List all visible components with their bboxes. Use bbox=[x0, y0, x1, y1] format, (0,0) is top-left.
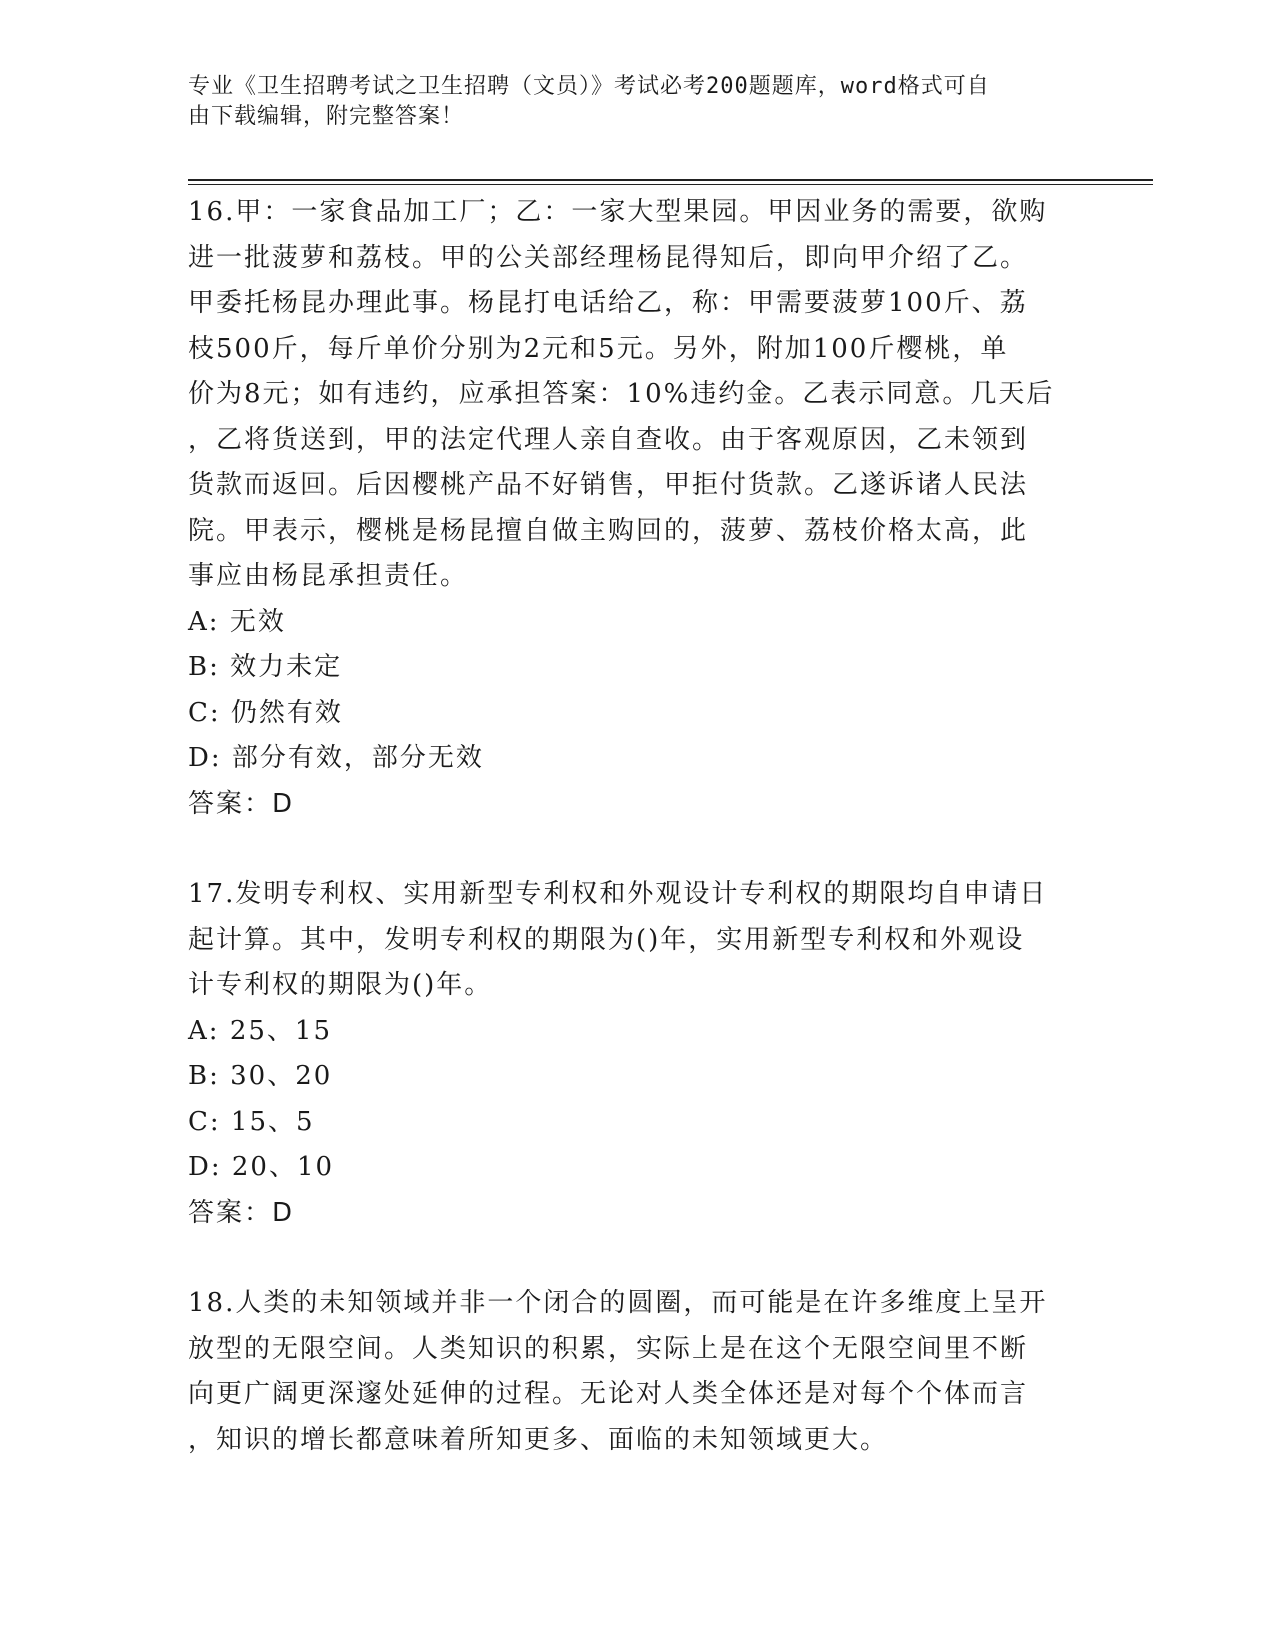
option-c bbox=[188, 1100, 1088, 1146]
question-stem-line: 17.发明专利权、实用新型专利权和外观设计专利权的期限均自申请日 bbox=[188, 879, 1048, 909]
option-key: A: bbox=[188, 606, 220, 637]
question-stem-line: 价为8元；如有违约，应承担答案：10%违约金。乙表示同意。几天后 bbox=[188, 379, 1055, 409]
question-stem-line: 货款而返回。后因樱桃产品不好销售，甲拒付货款。乙遂诉诸人民法 bbox=[188, 470, 1029, 500]
option-text: 20、10 bbox=[231, 1152, 335, 1182]
question-list bbox=[188, 190, 1088, 1463]
header-divider-thick bbox=[188, 179, 1153, 181]
question-stem-line: ，乙将货送到，甲的法定代理人亲自查收。由于客观原因，乙未领到 bbox=[188, 424, 1029, 455]
question-stem-line: 16.甲：一家食品加工厂；乙：一家大型果园。甲因业务的需要，欲购 bbox=[188, 197, 1048, 227]
header-line: 专业《卫生招聘考试之卫生招聘（文员）》考试必考200题题库，word格式可自 bbox=[188, 74, 990, 99]
question-stem-line: 放型的无限空间。人类知识的积累，实际上是在这个无限空间里不断 bbox=[188, 1333, 1029, 1364]
question-stem-line: 18.人类的未知领域并非一个闭合的圆圈，而可能是在许多维度上呈开 bbox=[188, 1288, 1048, 1318]
option-b bbox=[188, 1054, 1088, 1100]
question-stem-line: 院。甲表示，樱桃是杨昆擅自做主购回的，菠萝、荔枝价格太高，此 bbox=[188, 515, 1029, 546]
question-stem-line: 枝500斤，每斤单价分别为2元和5元。另外，附加100斤樱桃，单 bbox=[188, 333, 1009, 364]
option-text: 无效 bbox=[229, 606, 286, 637]
answer-line: 答案：D bbox=[188, 1197, 295, 1228]
option-d bbox=[188, 736, 1088, 782]
option-key: B: bbox=[188, 652, 220, 682]
question-stem-line: 计专利权的期限为()年。 bbox=[188, 970, 493, 1000]
option-a bbox=[188, 1009, 1088, 1055]
question-17 bbox=[188, 872, 1088, 1236]
answer-line: 答案：D bbox=[188, 788, 295, 819]
question-16 bbox=[188, 190, 1088, 827]
question-stem-line: ，知识的增长都意味着所知更多、面临的未知领域更大。 bbox=[188, 1424, 889, 1455]
question-spacer bbox=[188, 1236, 1088, 1281]
option-b bbox=[188, 645, 1088, 691]
option-text: 25、15 bbox=[229, 1015, 332, 1046]
option-key: C: bbox=[188, 697, 221, 728]
document-header bbox=[188, 72, 1068, 132]
question-stem-line: 进一批菠萝和荔枝。甲的公关部经理杨昆得知后，即向甲介绍了乙。 bbox=[188, 242, 1029, 273]
question-stem-line: 甲委托杨昆办理此事。杨昆打电话给乙，称：甲需要菠萝100斤、荔 bbox=[188, 288, 1028, 318]
question-stem-line: 事应由杨昆承担责任。 bbox=[188, 561, 469, 591]
option-text: 30、20 bbox=[230, 1061, 333, 1091]
option-text: 效力未定 bbox=[230, 652, 343, 682]
option-d bbox=[188, 1145, 1088, 1191]
option-key: D: bbox=[188, 1152, 222, 1182]
header-line: 由下载编辑，附完整答案！ bbox=[188, 104, 465, 129]
option-key: B: bbox=[188, 1061, 220, 1091]
header-divider-thin bbox=[188, 184, 1153, 185]
option-text: 仍然有效 bbox=[230, 697, 343, 728]
option-key: A: bbox=[188, 1015, 220, 1046]
option-c bbox=[188, 691, 1088, 737]
option-text: 15、5 bbox=[230, 1106, 315, 1137]
question-18 bbox=[188, 1281, 1088, 1463]
question-stem-line: 起计算。其中，发明专利权的期限为()年，实用新型专利权和外观设 bbox=[188, 924, 1025, 955]
option-key: D: bbox=[188, 743, 222, 773]
option-text: 部分有效，部分无效 bbox=[231, 743, 484, 773]
question-stem-line: 向更广阔更深邃处延伸的过程。无论对人类全体还是对每个个体而言 bbox=[188, 1379, 1029, 1409]
option-a bbox=[188, 600, 1088, 646]
option-key: C: bbox=[188, 1106, 221, 1137]
question-spacer bbox=[188, 827, 1088, 872]
